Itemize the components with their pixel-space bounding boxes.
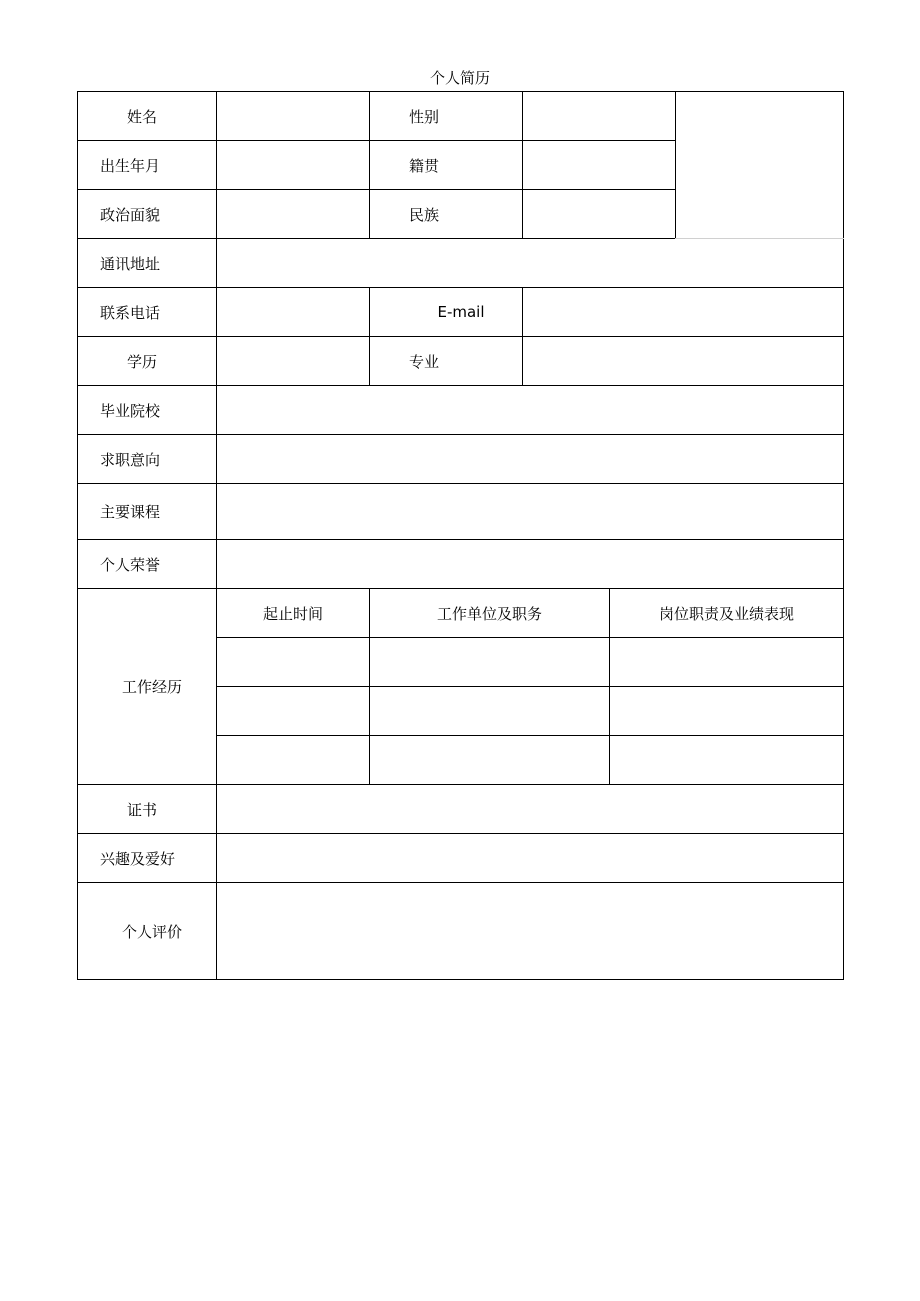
honors-label: 个人荣誉 <box>78 540 217 589</box>
name-label: 姓名 <box>78 92 217 141</box>
work-period-cell[interactable] <box>217 736 370 785</box>
address-input[interactable] <box>217 239 844 288</box>
education-label: 学历 <box>78 337 217 386</box>
page-title: 个人简历 <box>429 69 490 87</box>
work-period-header: 起止时间 <box>217 589 370 638</box>
certificates-input[interactable] <box>217 785 844 834</box>
work-duties-cell[interactable] <box>610 687 844 736</box>
resume-table <box>77 91 844 980</box>
name-input[interactable] <box>217 92 370 141</box>
work-period-cell[interactable] <box>217 687 370 736</box>
hobbies-input[interactable] <box>217 834 844 883</box>
work-experience-label: 工作经历 <box>78 589 217 785</box>
political-status-input[interactable] <box>217 190 370 239</box>
phone-input[interactable] <box>217 288 370 337</box>
work-duties-header: 岗位职责及业绩表现 <box>610 589 844 638</box>
work-employer-header: 工作单位及职务 <box>370 589 610 638</box>
email-label: E-mail <box>370 288 523 337</box>
education-input[interactable] <box>217 337 370 386</box>
courses-label: 主要课程 <box>78 484 217 540</box>
email-input[interactable] <box>523 288 844 337</box>
gender-label: 性别 <box>370 92 523 141</box>
major-label: 专业 <box>370 337 523 386</box>
hobbies-label: 兴趣及爱好 <box>78 834 217 883</box>
work-period-cell[interactable] <box>217 638 370 687</box>
school-input[interactable] <box>217 386 844 435</box>
work-duties-cell[interactable] <box>610 736 844 785</box>
work-employer-cell[interactable] <box>370 638 610 687</box>
school-label: 毕业院校 <box>78 386 217 435</box>
work-duties-cell[interactable] <box>610 638 844 687</box>
work-employer-cell[interactable] <box>370 687 610 736</box>
phone-label: 联系电话 <box>78 288 217 337</box>
birth-label: 出生年月 <box>78 141 217 190</box>
work-employer-cell[interactable] <box>370 736 610 785</box>
birth-input[interactable] <box>217 141 370 190</box>
ethnicity-input[interactable] <box>523 190 676 239</box>
native-place-input[interactable] <box>523 141 676 190</box>
job-intention-input[interactable] <box>217 435 844 484</box>
courses-input[interactable] <box>217 484 844 540</box>
job-intention-label: 求职意向 <box>78 435 217 484</box>
address-label: 通讯地址 <box>78 239 217 288</box>
gender-input[interactable] <box>523 92 676 141</box>
major-input[interactable] <box>523 337 844 386</box>
ethnicity-label: 民族 <box>370 190 523 239</box>
native-place-label: 籍贯 <box>370 141 523 190</box>
self-evaluation-label: 个人评价 <box>78 883 217 980</box>
political-status-label: 政治面貌 <box>78 190 217 239</box>
photo-box[interactable] <box>676 92 844 239</box>
honors-input[interactable] <box>217 540 844 589</box>
self-evaluation-input[interactable] <box>217 883 844 980</box>
certificates-label: 证书 <box>78 785 217 834</box>
